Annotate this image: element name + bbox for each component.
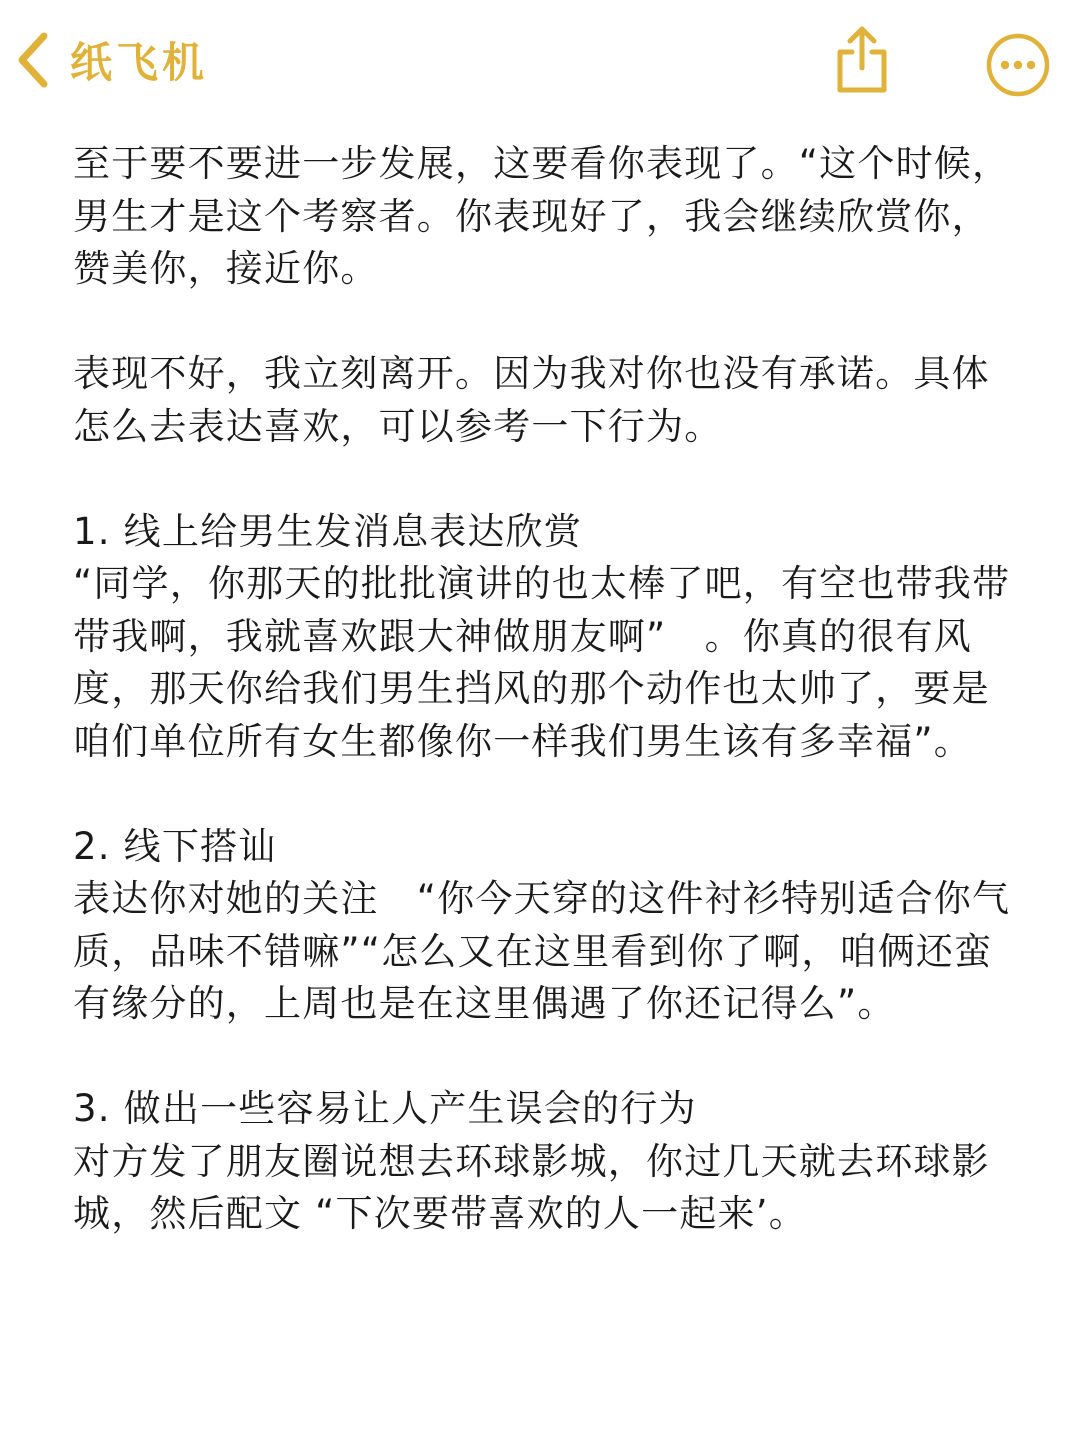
back-label: 纸飞机: [70, 38, 209, 87]
more-button[interactable]: [985, 32, 1051, 98]
paragraph-spacer: [73, 296, 1013, 349]
note-paragraph: 表达你对她的关注 “你今天穿的这件衬衫特别适合你气质，品味不错嘛”“怎么又在这里看到你了啊，咱俩还蛮有缘分的，上周也是在这里偶遇了你还记得么”。: [73, 877, 1011, 1025]
note-paragraph: 表现不好，我立刻离开。因为我对你也没有承诺。具体怎么去表达喜欢，可以参考一下行为。: [73, 352, 990, 448]
more-icon: [985, 32, 1051, 98]
note-paragraph: 至于要不要进一步发展，这要看你表现了。“这个时候，男生才是这个考察者。你表现好了，我会继续欣赏你，赞美你，接近你。: [73, 142, 1011, 290]
back-button[interactable]: [14, 28, 208, 92]
note-paragraph: 对方发了朋友圈说想去环球影城，你过几天就去环球影城，然后配文 “下次要带喜欢的人一起来’。: [73, 1139, 990, 1235]
share-button[interactable]: [830, 24, 894, 96]
paragraph-spacer: [73, 768, 1013, 821]
share-icon: [830, 24, 894, 96]
paragraph-spacer: [73, 1031, 1013, 1084]
chevron-left-icon: [14, 30, 50, 90]
section-heading: 2. 线下搭讪: [73, 824, 277, 868]
note-paragraph: “同学，你那天的批批演讲的也太棒了吧，有空也带我带带我啊，我就喜欢跟大神做朋友啊” 。你真的很有风度，那天你给我们男生挡风的那个动作也太帅了，要是咱们单位所有女生都像你一样我们男生该有多幸福”。: [73, 562, 1011, 763]
section-heading: 1. 线上给男生发消息表达欣赏: [73, 509, 583, 553]
paragraph-spacer: [73, 453, 1013, 506]
section-heading: 3. 做出一些容易让人产生误会的行为: [73, 1087, 697, 1130]
note-body[interactable]: [73, 138, 1013, 1241]
navigation-bar: [0, 0, 1080, 120]
